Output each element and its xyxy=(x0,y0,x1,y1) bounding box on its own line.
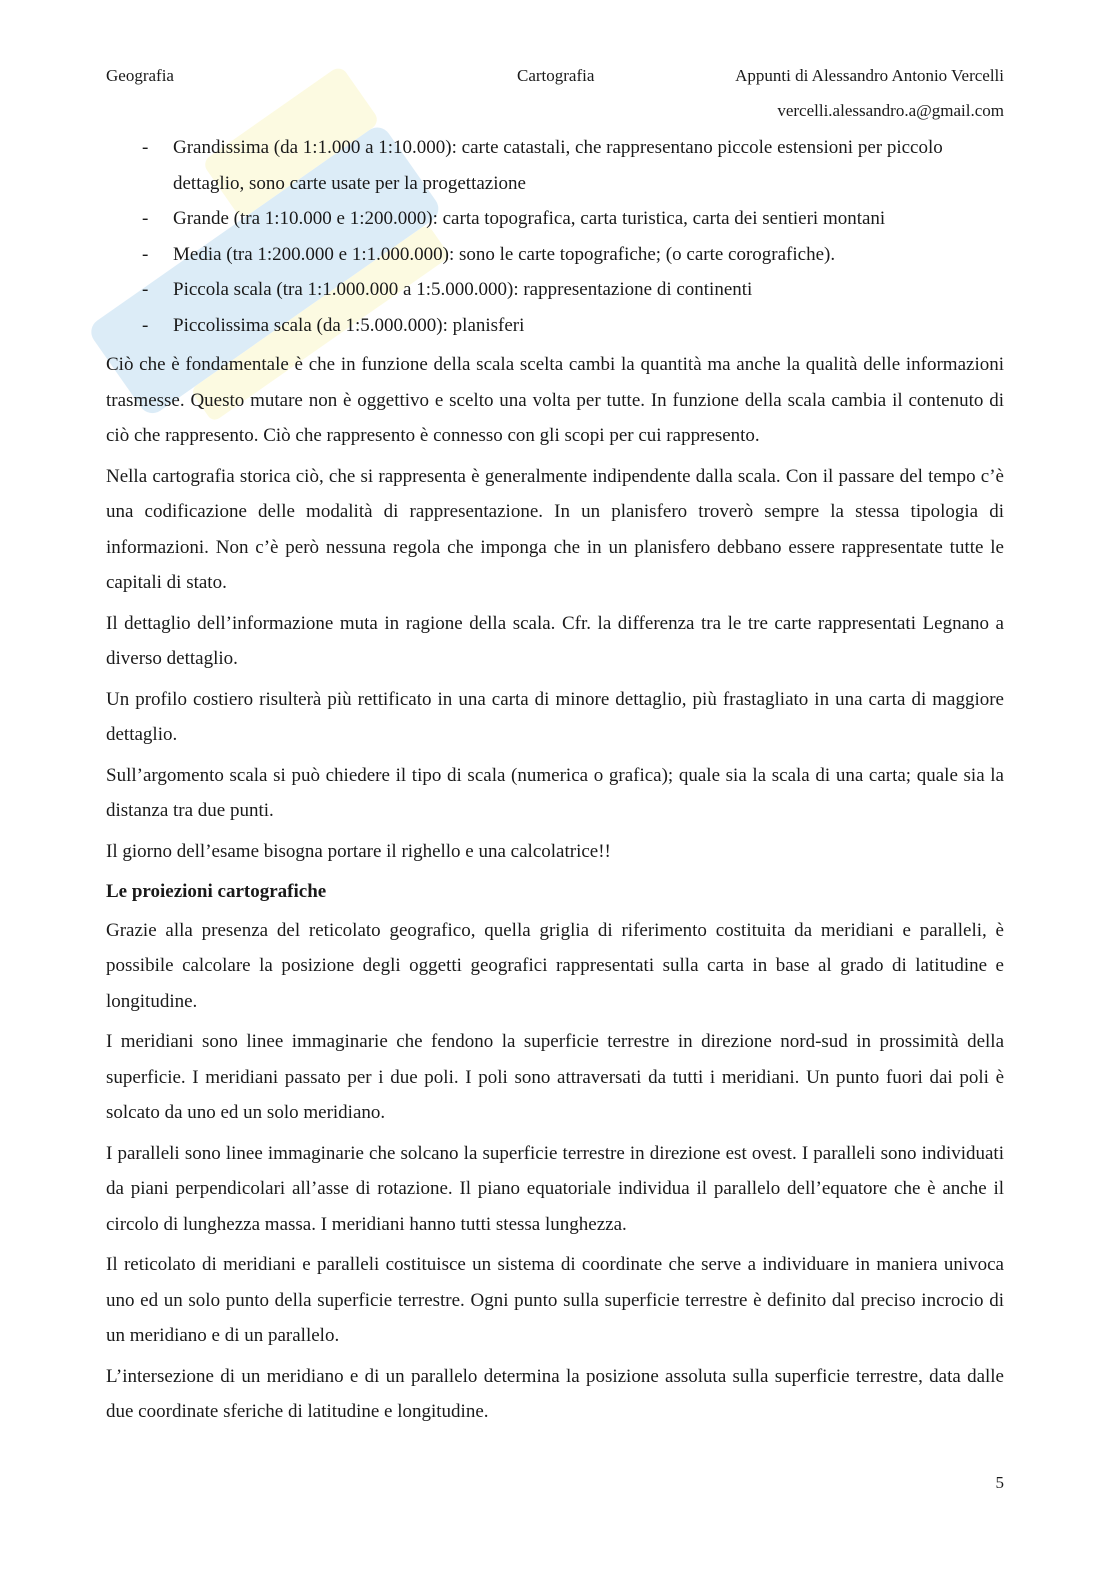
list-dash: - xyxy=(142,243,149,265)
list-dash: - xyxy=(142,208,149,229)
paragraph: Ciò che è fondamentale è che in funzione della scala scelta cambi la quantità ma anche la qualità delle informazioni trasmesse. Questo mutare non è oggettivo e scelto una volta per tutte. In funzione della scala cambia il contenuto di ciò che rappresento. Ciò che rappresento è connesso con gli scopi per cui rappresento. xyxy=(106,354,1004,446)
list-item-text: Media (tra 1:200.000 e 1:1.000.000): sono le carte topografiche; (o carte corografiche). xyxy=(173,243,836,265)
header-email: vercelli.alessandro.a@gmail.com xyxy=(777,101,1004,120)
paragraph: Il reticolato di meridiani e paralleli costituisce un sistema di coordinate che serve a individuare in maniera univoca uno ed un solo punto della superficie terrestre. Ogni punto sulla superficie terrestre è definito dal preciso incrocio di un meridiano e di un parallelo. xyxy=(106,1254,1004,1346)
list-item xyxy=(106,308,1004,344)
header-subject: Geografia xyxy=(106,66,174,85)
paragraph: Sull’argomento scala si può chiedere il tipo di scala (numerica o grafica); quale sia la scala di una carta; quale sia la distanza tra due punti. xyxy=(106,764,1004,821)
section-heading: Le proiezioni cartografiche xyxy=(106,881,327,902)
paragraph: Nella cartografia storica ciò, che si rappresenta è generalmente indipendente dalla scala. Con il passare del tempo c’è una codificazione delle modalità di rappresentazione. In un planisfero troverò sempre la stessa tipologia di informazioni. Non c’è però nessuna regola che imponga che in un planisfero debbano essere rappresentate tutte le capitali di stato. xyxy=(106,465,1004,593)
paragraph: L’intersezione di un meridiano e di un parallelo determina la posizione assoluta sulla superficie terrestre, data dalle due coordinate sferiche di latitudine e longitudine. xyxy=(106,1365,1004,1422)
list-dash: - xyxy=(142,137,149,158)
paragraph: Il dettaglio dell’informazione muta in ragione della scala. Cfr. la differenza tra le tre carte rappresentati Legnano a diverso dettaglio. xyxy=(106,612,1004,669)
header-topic: Cartografia xyxy=(517,66,595,85)
list-item-text: Piccolissima scala (da 1:5.000.000): planisferi xyxy=(173,314,525,336)
scale-list xyxy=(106,130,1004,343)
list-item xyxy=(106,130,1004,201)
list-item-text: Grande (tra 1:10.000 e 1:200.000): carta topografica, carta turistica, carta dei sentieri montani xyxy=(173,208,886,229)
list-dash: - xyxy=(142,279,149,300)
paragraph: Un profilo costiero risulterà più rettificato in una carta di minore dettaglio, più frastagliato in una carta di maggiore dettaglio. xyxy=(106,688,1004,745)
list-item xyxy=(106,237,1004,273)
list-item xyxy=(106,272,1004,308)
list-item-text: Grandissima (da 1:1.000 a 1:10.000): carte catastali, che rappresentano piccole estensioni per piccolo dettaglio, sono carte usate per la progettazione xyxy=(173,137,943,194)
page-number: 5 xyxy=(995,1473,1004,1492)
page-content xyxy=(106,130,1004,1435)
list-item xyxy=(106,201,1004,237)
list-dash: - xyxy=(142,314,149,336)
paragraph: Il giorno dell’esame bisogna portare il righello e una calcolatrice!! xyxy=(106,840,611,862)
header-author: Appunti di Alessandro Antonio Vercelli xyxy=(735,66,1004,85)
paragraph: Grazie alla presenza del reticolato geografico, quella griglia di riferimento costituita da meridiani e paralleli, è possibile calcolare la posizione degli oggetti geografici rappresentati sulla carta in base al grado di latitudine e longitudine. xyxy=(106,919,1004,1012)
paragraph: I meridiani sono linee immaginarie che fendono la superficie terrestre in direzione nord-sud in prossimità della superficie. I meridiani passato per i due poli. I poli sono attraversati da tutti i meridiani. Un punto fuori dai poli è solcato da uno ed un solo meridiano. xyxy=(106,1031,1004,1123)
list-item-text: Piccola scala (tra 1:1.000.000 a 1:5.000.000): rappresentazione di continenti xyxy=(173,279,753,300)
paragraph: I paralleli sono linee immaginarie che solcano la superficie terrestre in direzione est ovest. I paralleli sono individuati da piani perpendicolari all’asse di rotazione. Il piano equatoriale individua il parallelo dell’equatore che è anche il circolo di lunghezza massa. I meridiani hanno tutti stessa lunghezza. xyxy=(106,1142,1004,1235)
